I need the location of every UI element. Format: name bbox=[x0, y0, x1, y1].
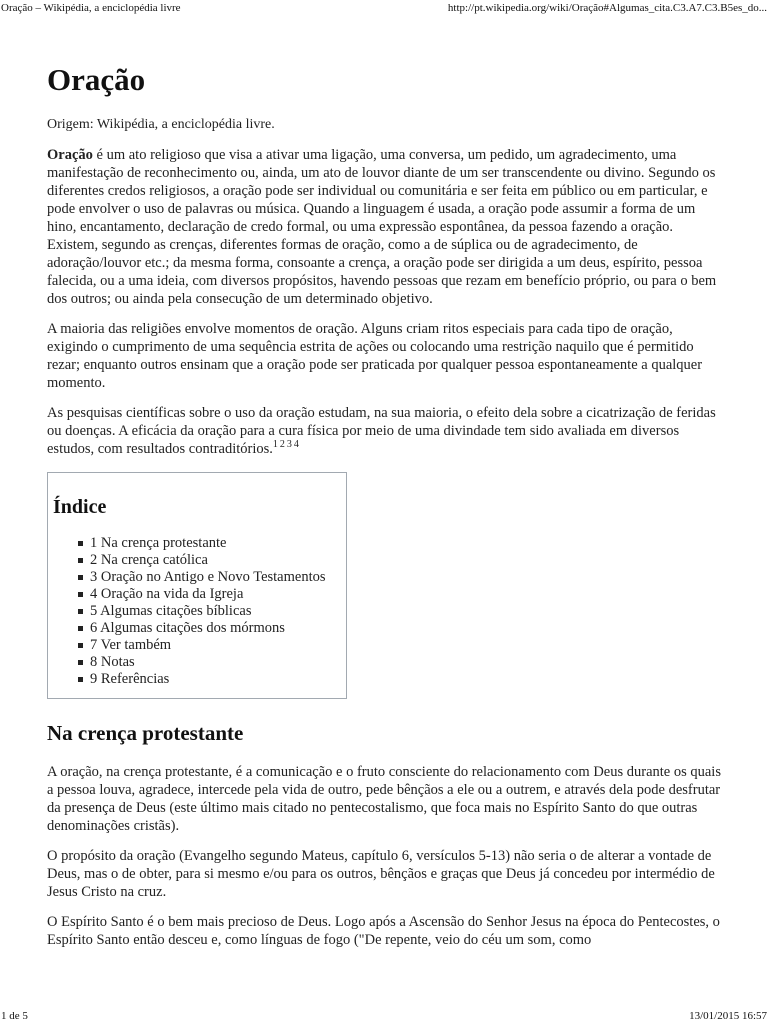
section-protestant bbox=[47, 719, 723, 949]
toc-link-8[interactable]: 8 Notas bbox=[90, 654, 135, 670]
section-paragraph-3: O Espírito Santo é o bem mais precioso de Deus. Logo após a Ascensão do Senhor Jesus na época do Pentecostes, o Espírito Santo então desceu e, como línguas de fogo ("De repente, veio do céu um som, como bbox=[47, 914, 720, 948]
site-subtitle: Origem: Wikipédia, a enciclopédia livre. bbox=[47, 117, 275, 132]
intro-paragraph-3-text: As pesquisas científicas sobre o uso da oração estudam, na sua maioria, o efeito dela sobre a cicatrização de feridas ou doenças. A eficácia da oração para a cura física por meio de uma divindade tem sido avaliada em diversos estudos, com resultados contraditórios. bbox=[47, 405, 716, 457]
reference-link-3[interactable]: 3 bbox=[286, 439, 292, 451]
print-header-url[interactable]: http://pt.wikipedia.org/wiki/Oração#Algumas_cita.C3.A7.C3.B5es_do... bbox=[447, 2, 767, 14]
toc-link-9[interactable]: 9 Referências bbox=[90, 671, 170, 687]
toc-title: Índice bbox=[53, 496, 107, 518]
toc-item bbox=[78, 535, 346, 552]
print-header-title: Oração – Wikipédia, a enciclopédia livre bbox=[1, 2, 181, 14]
reference-superscripts bbox=[273, 439, 301, 450]
print-footer bbox=[0, 1008, 768, 1024]
section-heading: Na crença protestante bbox=[47, 721, 244, 745]
toc-link-5[interactable]: 5 Algumas citações bíblicas bbox=[90, 603, 252, 619]
toc-item bbox=[78, 671, 346, 688]
toc-link-1[interactable]: 1 Na crença protestante bbox=[90, 535, 227, 551]
toc-item bbox=[78, 654, 346, 671]
intro-paragraph-3 bbox=[47, 404, 723, 458]
table-of-contents bbox=[47, 472, 347, 699]
toc-link-2[interactable]: 2 Na crença católica bbox=[90, 552, 208, 568]
toc-list bbox=[53, 535, 346, 688]
intro-paragraph-1-text: é um ato religioso que visa a ativar uma ligação, uma conversa, um pedido, um agradecimento, uma manifestação de reconhecimento ou, ainda, um ato de louvor diante de um ser transcendente ou divino. Segundo os diferentes credos religiosos, a oração pode ser individual ou comunitária e ser feita em público ou em particular, e pode envolver o uso de palavras ou música. Quando a linguagem é usada, a oração pode assumir a forma de um hino, encantamento, declaração de credo formal, ou uma expressão espontânea, da pessoa fazendo a oração. Existem, segundo as crenças, diferentes formas de oração, como a de súplica ou de agradecimento, de adoração/louvor etc.; da mesma forma, consoante a crença, a oração pode ser dirigida a um deus, espírito, pessoa falecida, ou a uma ideia, com diversos propósitos, havendo pessoas que rezam em benefício próprio, ou para o bem dos outros; ou ainda pela consecução de um determinado objetivo. bbox=[47, 147, 717, 307]
section-paragraph-1: A oração, na crença protestante, é a comunicação e o fruto consciente do relacionamento com Deus durante os quais a pessoa louva, agradece, intercede pela vida de outro, pede bênçãos a ele ou a outrem, e através dela pode desfrutar da presença de Deus (este último mais citado no pentecostalismo, que foca mais no Espírito Santo do que outras denominações cristãs). bbox=[47, 764, 721, 834]
reference-link-2[interactable]: 2 bbox=[279, 439, 285, 451]
article-content bbox=[47, 60, 723, 949]
toc-item bbox=[78, 552, 346, 569]
intro-paragraph-2: A maioria das religiões envolve momentos de oração. Alguns criam ritos especiais para cada tipo de oração, exigindo o cumprimento de uma sequência estrita de ações ou colocando uma restrição naquilo que é permitido rezar; enquanto outros ensinam que a oração pode ser praticada por qualquer pessoa espontaneamente a qualquer momento. bbox=[47, 321, 703, 391]
toc-item bbox=[78, 637, 346, 654]
toc-link-4[interactable]: 4 Oração na vida da Igreja bbox=[90, 586, 244, 602]
toc-link-6[interactable]: 6 Algumas citações dos mórmons bbox=[90, 620, 285, 636]
section-paragraph-2: O propósito da oração (Evangelho segundo Mateus, capítulo 6, versículos 5-13) não seria o de alterar a vontade de Deus, mas o de obter, para si mesmo e/ou para os outros, bênçãos e graças que Deus já concedeu por intermédio de Jesus Cristo na cruz. bbox=[47, 848, 715, 900]
toc-link-7[interactable]: 7 Ver também bbox=[90, 637, 172, 653]
page-title: Oração bbox=[47, 62, 146, 97]
print-header bbox=[0, 0, 768, 16]
intro-paragraph-1 bbox=[47, 146, 723, 308]
print-datetime: 13/01/2015 16:57 bbox=[689, 1010, 767, 1022]
intro-bold-term: Oração bbox=[47, 147, 93, 163]
page-number: 1 de 5 bbox=[1, 1010, 28, 1022]
toc-link-3[interactable]: 3 Oração no Antigo e Novo Testamentos bbox=[90, 569, 326, 585]
toc-item bbox=[78, 603, 346, 620]
toc-item bbox=[78, 569, 346, 586]
reference-link-4[interactable]: 4 bbox=[293, 439, 299, 451]
toc-item bbox=[78, 620, 346, 637]
reference-link-1[interactable]: 1 bbox=[272, 439, 278, 451]
toc-item bbox=[78, 586, 346, 603]
